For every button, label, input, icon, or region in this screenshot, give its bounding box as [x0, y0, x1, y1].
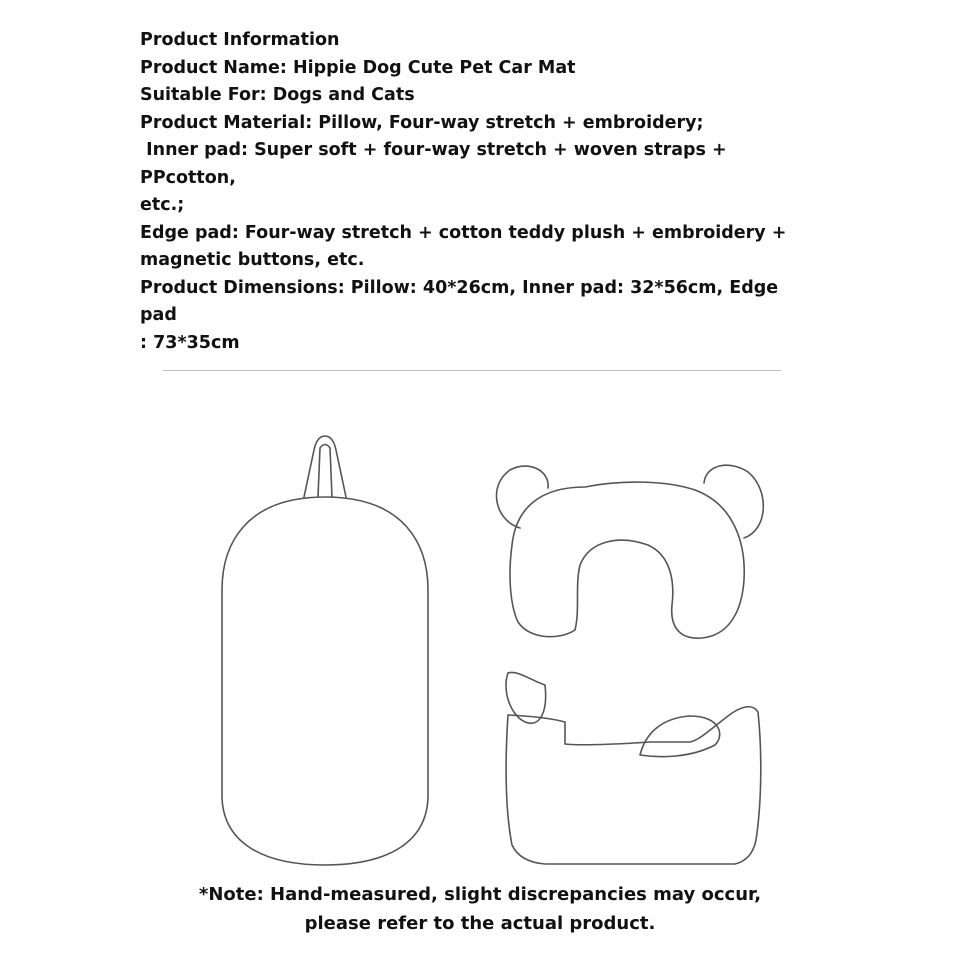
info-heading: Product Information [140, 30, 340, 50]
note-line-2: please refer to the actual product. [304, 913, 656, 934]
pillow-outline [497, 465, 764, 638]
edge-pad-outline [506, 672, 761, 864]
product-dimensions: Product Dimensions: Pillow: 40*26cm, Inner pad: 32*56cm, Edge pad [140, 277, 785, 325]
product-drawings [0, 380, 960, 880]
inner-pad-material-cont: etc.; [140, 195, 185, 215]
product-info [140, 27, 800, 357]
product-material: Product Material: Pillow, Four-way stretch + embroidery; [140, 112, 704, 133]
inner-pad-material: Inner pad: Super soft + four-way stretch + woven straps + PPcotton, [140, 140, 733, 188]
suitable-for: Suitable For: Dogs and Cats [140, 85, 415, 105]
inner-pad-outline [222, 436, 428, 865]
measurement-note [0, 880, 960, 938]
product-name: Product Name: Hippie Dog Cute Pet Car Mat [140, 57, 576, 78]
divider [163, 370, 781, 371]
edge-pad-material: Edge pad: Four-way stretch + cotton teddy plush + embroidery + [140, 222, 787, 243]
edge-pad-material-cont: magnetic buttons, etc. [140, 250, 365, 270]
product-dimensions-cont: : 73*35cm [140, 332, 240, 353]
note-line-1: *Note: Hand-measured, slight discrepancies may occur, [198, 884, 762, 905]
